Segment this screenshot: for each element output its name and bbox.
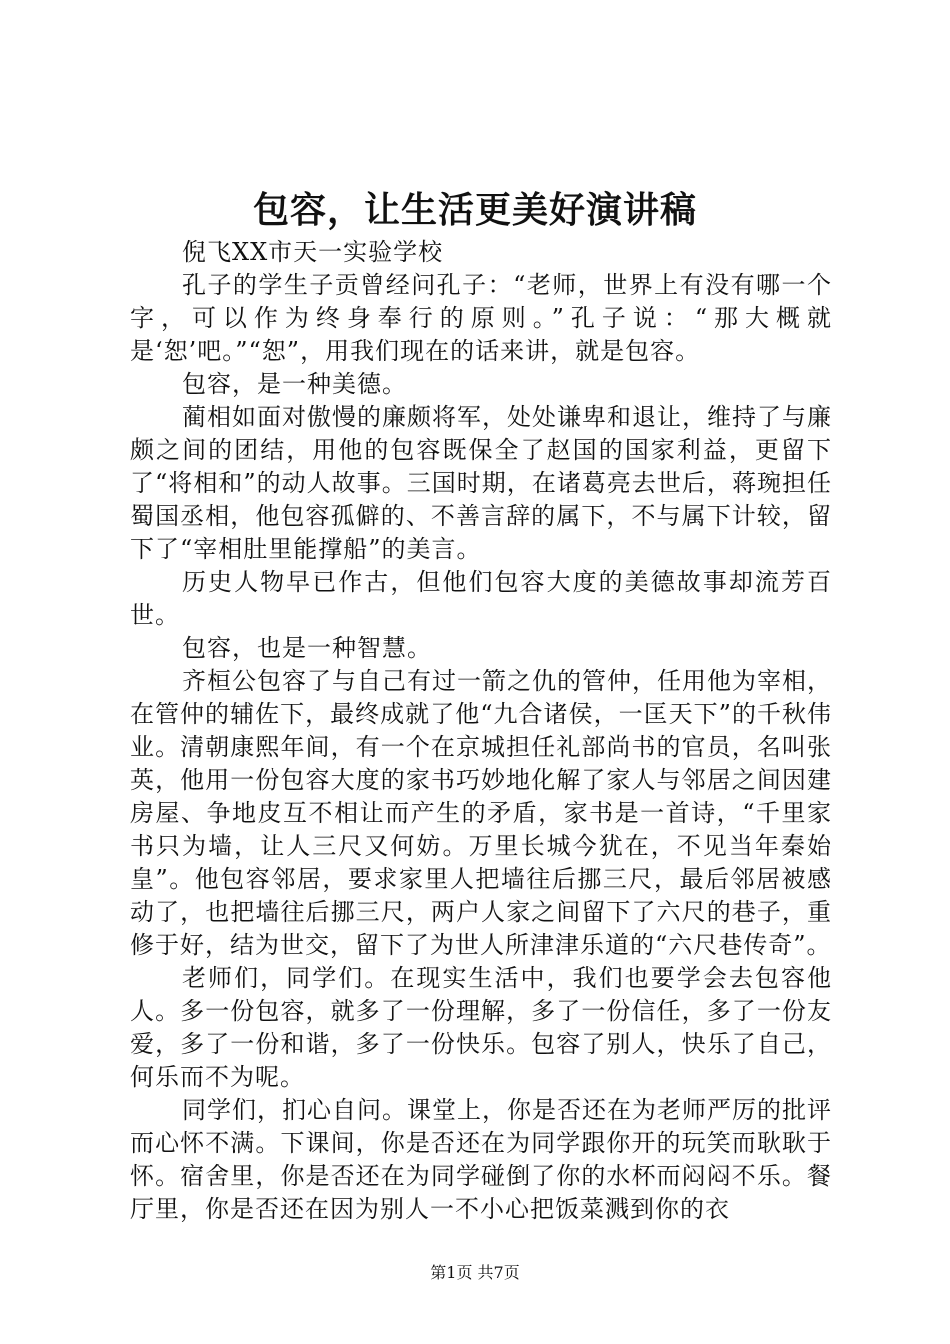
body-paragraph: 包容，也是一种智慧。 [182, 634, 432, 662]
body-paragraph: 蔺相如面对傲慢的廉颇将军，处处谦卑和退让，维持了与廉颇之间的团结，用他的包容既保全了赵国的国家利益，更留下了“将相和”的动人故事。三国时期，在诸葛亮去世后，蒋琬担任蜀国丞相，他包容孤僻的、不善言辞的属下，不与属下计较，留下了“宰相肚里能撑船”的美言。 [130, 403, 832, 563]
body-paragraph: 包容，是一种美德。 [182, 370, 407, 398]
author-line: 倪飞XX市天一实验学校 [182, 238, 444, 266]
page-number-footer: 第1页 共7页 [430, 1263, 520, 1282]
body-paragraph: 同学们，扪心自问。课堂上，你是否还在为老师严厉的批评而心怀不满。下课间，你是否还在为同学跟你开的玩笑而耿耿于怀。宿舍里，你是否还在为同学碰倒了你的水杯而闷闷不乐。餐厅里，你是否还在因为别人一不小心把饭菜溅到你的衣 [130, 1096, 832, 1223]
body-paragraph: 历史人物早已作古，但他们包容大度的美德故事却流芳百世。 [130, 568, 832, 629]
document-title: 包容，让生活更美好演讲稿 [252, 189, 697, 231]
document-body [130, 236, 832, 1226]
body-paragraph: 老师们，同学们。在现实生活中，我们也要学会去包容他人。多一份包容，就多了一份理解，多了一份信任，多了一份友爱，多了一份和谐，多了一份快乐。包容了别人，快乐了自己，何乐而不为呢。 [130, 964, 832, 1091]
body-paragraph: 齐桓公包容了与自己有过一箭之仇的管仲，任用他为宰相，在管仲的辅佐下，最终成就了他“九合诸侯，一匡天下”的千秋伟业。清朝康熙年间，有一个在京城担任礼部尚书的官员，名叫张英，他用一份包容大度的家书巧妙地化解了家人与邻居之间因建房屋、争地皮互不相让而产生的矛盾，家书是一首诗，“千里家书只为墙，让人三尺又何妨。万里长城今犹在，不见当年秦始皇”。他包容邻居，要求家里人把墙往后挪三尺，最后邻居被感动了，也把墙往后挪三尺，两户人家之间留下了六尺的巷子，重修于好，结为世交，留下了为世人所津津乐道的“六尺巷传奇”。 [130, 667, 832, 959]
body-paragraph: 孔子的学生子贡曾经问孔子：“老师，世界上有没有哪一个字，可以作为终身奉行的原则。”孔子说：“那大概就是‘恕’吧。”“恕”，用我们现在的话来讲，就是包容。 [130, 271, 832, 365]
